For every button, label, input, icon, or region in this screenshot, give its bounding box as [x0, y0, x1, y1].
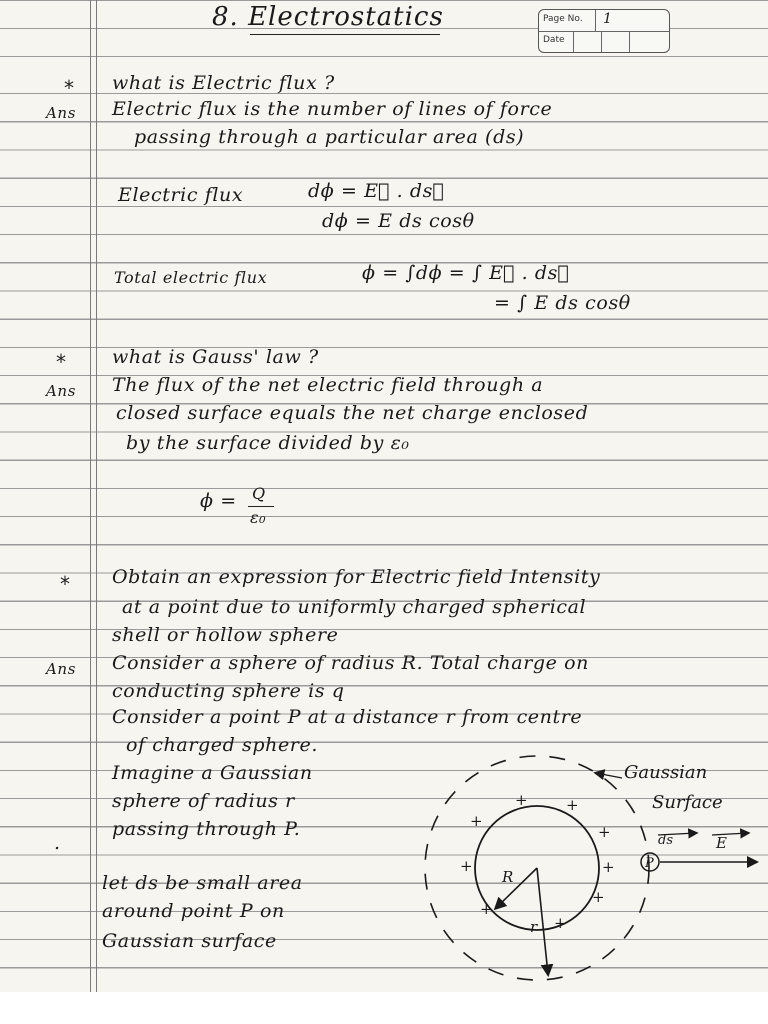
q2-question: what is Gauss' law ?	[112, 346, 319, 368]
q2-formula-lhs: ϕ =	[200, 490, 237, 512]
margin-line-left	[90, 0, 91, 994]
q3-answer-line-2: conducting sphere is q	[112, 680, 345, 702]
title-underline	[250, 34, 440, 35]
q3-extra-line-1: let ds be small area	[102, 872, 303, 894]
page-no-divider	[595, 10, 596, 31]
charge-plus-9: +	[554, 914, 567, 932]
q3-answer-line-6: sphere of radius r	[112, 790, 295, 812]
q3-extra-line-2: around point P on	[102, 900, 285, 922]
q1-answer-line-1: Electric flux is the number of lines of force	[112, 98, 553, 120]
q3-question-line-3: shell or hollow sphere	[112, 624, 339, 646]
label-gaussian: Gaussian	[624, 762, 708, 783]
label-R: R	[502, 868, 514, 886]
margin-line-right	[96, 0, 97, 994]
q3-answer-line-7: passing through P.	[112, 818, 301, 840]
label-P: P	[645, 856, 654, 871]
radius-r-arrow	[537, 868, 548, 974]
page-title: 8. Electrostatics	[212, 2, 444, 32]
q3-extra-line-3: Gaussian surface	[102, 930, 277, 952]
label-r: r	[530, 918, 538, 936]
page-bottom-edge	[0, 992, 768, 1024]
page-info-box	[538, 9, 670, 53]
label-ds: ds	[658, 833, 673, 848]
q1-marker: *	[64, 76, 74, 100]
q3-ans-label: Ans	[46, 660, 76, 678]
charge-plus-5: +	[460, 857, 473, 875]
q2-formula-denominator: ε₀	[250, 508, 267, 527]
q1-total-b: = ∫ E ds cosθ	[494, 292, 631, 314]
charge-plus-6: +	[602, 858, 615, 876]
q1-question: what is Electric flux ?	[112, 72, 335, 94]
q1-ans-label: Ans	[46, 104, 76, 122]
q3-question-line-1: Obtain an expression for Electric field Intensity	[112, 566, 601, 588]
charge-plus-8: +	[592, 888, 605, 906]
q3-question-line-2: at a point due to uniformly charged spherical	[122, 596, 587, 618]
q3-answer-line-3: Consider a point P at a distance r from centre	[112, 706, 583, 728]
q3-answer-line-5: Imagine a Gaussian	[112, 762, 313, 784]
q2-answer-line-2: closed surface equals the net charge enclosed	[116, 402, 589, 424]
charge-plus-1: +	[515, 791, 528, 809]
date-cell-3	[629, 31, 630, 52]
q2-answer-line-1: The flux of the net electric field through a	[112, 374, 544, 396]
q3-answer-line-4: of charged sphere.	[126, 734, 318, 756]
q1-answer-line-2: passing through a particular area (ds)	[134, 126, 525, 148]
page-no-row	[539, 10, 669, 32]
page-no-label: Page No.	[543, 14, 583, 24]
charge-plus-4: +	[598, 823, 611, 841]
q2-answer-line-3: by the surface divided by ε₀	[126, 432, 410, 454]
q1-formula1-a: dϕ = E⃗ . ds⃗	[308, 180, 445, 202]
q3-margin-dot: .	[54, 832, 61, 854]
q3-answer-line-1: Consider a sphere of radius R. Total charge on	[112, 652, 589, 674]
label-surface: Surface	[652, 792, 723, 813]
charge-plus-3: +	[470, 812, 483, 830]
date-label: Date	[543, 35, 565, 45]
q1-total-a: ϕ = ∫dϕ = ∫ E⃗ . ds⃗	[362, 262, 570, 284]
charge-plus-7: +	[480, 900, 493, 918]
gaussian-sphere-diagram	[400, 740, 760, 990]
date-cell-1	[573, 31, 574, 52]
page-no-value: 1	[603, 11, 612, 27]
label-E: E	[716, 834, 727, 852]
q1-formula1-b: dϕ = E ds cosθ	[322, 210, 475, 232]
gaussian-label-arrow	[596, 773, 622, 778]
q2-ans-label: Ans	[46, 382, 76, 400]
charge-plus-2: +	[566, 796, 579, 814]
q1-formula1-label: Electric flux	[118, 184, 244, 206]
date-cell-2	[601, 31, 602, 52]
date-row	[539, 31, 669, 52]
q2-formula-numerator: Q	[252, 484, 266, 503]
q1-total-label: Total electric flux	[114, 268, 268, 287]
q2-marker: *	[56, 350, 66, 374]
q3-marker: *	[60, 572, 70, 596]
